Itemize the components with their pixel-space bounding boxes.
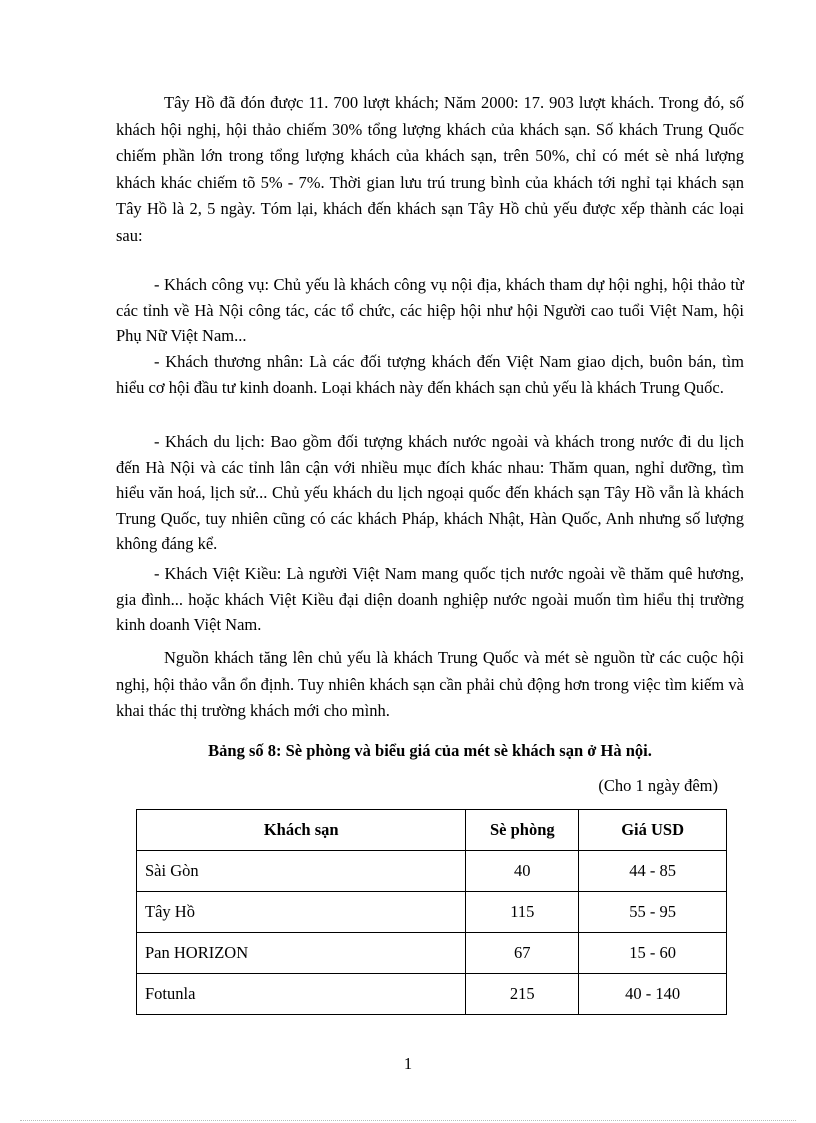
hotel-name-cell: Tây Hồ — [137, 892, 466, 933]
hotel-name-cell: Fotunla — [137, 974, 466, 1015]
intro-paragraph: Tây Hồ đã đón được 11. 700 lượt khách; Năm 2000: 17. 903 lượt khách. Trong đó, số khách hội nghị, hội thảo chiếm 30% tổng lượng khách của khách sạn. Số khách Trung Quốc chiếm phần lớn trong tổng lượng khách của khách sạn, trên 50%, chỉ có mét sè nhá lượng khách khác chiếm tõ 5% - 7%. Thời gian lưu trú trung bình của khách tới nghỉ tại khách sạn Tây Hồ là 2, 5 ngày. Tóm lại, khách đến khách sạn Tây Hồ chủ yếu được xếp thành các loại sau: — [116, 93, 744, 245]
page-number: 1 — [403, 1054, 413, 1073]
bullet-business-guests: - Khách thương nhân: Là các đối tượng khách đến Việt Nam giao dịch, buôn bán, tìm hiểu cơ hội đầu tư kinh doanh. Loại khách này đến khách sạn chủ yếu là khách Trung Quốc. — [116, 352, 744, 397]
hotel-name-cell: Sài Gòn — [137, 851, 466, 892]
table-unit-note: (Cho 1 ngày đêm) — [598, 776, 718, 795]
price-range-cell: 15 - 60 — [579, 933, 727, 974]
header-hotel: Khách sạn — [137, 810, 466, 851]
hotel-name-cell: Pan HORIZON — [137, 933, 466, 974]
table-row — [137, 933, 727, 974]
price-range-cell: 44 - 85 — [579, 851, 727, 892]
hotel-price-table — [136, 809, 727, 1015]
table-row — [137, 974, 727, 1015]
room-count-cell: 115 — [466, 892, 579, 933]
room-count-cell: 215 — [466, 974, 579, 1015]
price-range-cell: 55 - 95 — [579, 892, 727, 933]
table-row — [137, 892, 727, 933]
conclusion-paragraph: Nguồn khách tăng lên chủ yếu là khách Trung Quốc và mét sè nguồn từ các cuộc hội nghị, hội thảo vẫn ổn định. Tuy nhiên khách sạn cần phải chủ động hơn trong việc tìm kiếm và khai thác thị trường khách mới cho mình. — [116, 648, 744, 721]
bullet-overseas-vietnamese: - Khách Việt Kiều: Là người Việt Nam mang quốc tịch nước ngoài về thăm quê hương, gia đình... hoặc khách Việt Kiều đại diện doanh nghiệp nước ngoài muốn tìm hiểu thị trường kinh doanh Việt Nam. — [116, 564, 744, 634]
header-price: Giá USD — [579, 810, 727, 851]
table-header-row — [137, 810, 727, 851]
price-range-cell: 40 - 140 — [579, 974, 727, 1015]
bullet-official-guests: - Khách công vụ: Chủ yếu là khách công vụ nội địa, khách tham dự hội nghị, hội thảo từ các tỉnh về Hà Nội công tác, các tổ chức, các hiệp hội như hội Người cao tuổi Việt Nam, hội Phụ Nữ Việt Nam... — [116, 275, 744, 345]
table-row — [137, 851, 727, 892]
bullet-tourist-guests: - Khách du lịch: Bao gồm đối tượng khách nước ngoài và khách trong nước đi du lịch đến Hà Nội và các tỉnh lân cận với nhiều mục đích khác nhau: Thăm quan, nghỉ dưỡng, tìm hiểu văn hoá, lịch sử... Chủ yếu khách du lịch ngoại quốc đến khách sạn Tây Hồ vẫn là khách Trung Quốc, tuy nhiên cũng có các khách Pháp, khách Nhật, Hàn Quốc, Anh nhưng số lượng không đáng kể. — [116, 432, 744, 553]
table-caption: Bảng số 8: Sè phòng và biểu giá của mét sè khách sạn ở Hà nội. — [208, 741, 652, 760]
page-bottom-divider — [20, 1120, 796, 1121]
room-count-cell: 67 — [466, 933, 579, 974]
header-rooms: Sè phòng — [466, 810, 579, 851]
room-count-cell: 40 — [466, 851, 579, 892]
